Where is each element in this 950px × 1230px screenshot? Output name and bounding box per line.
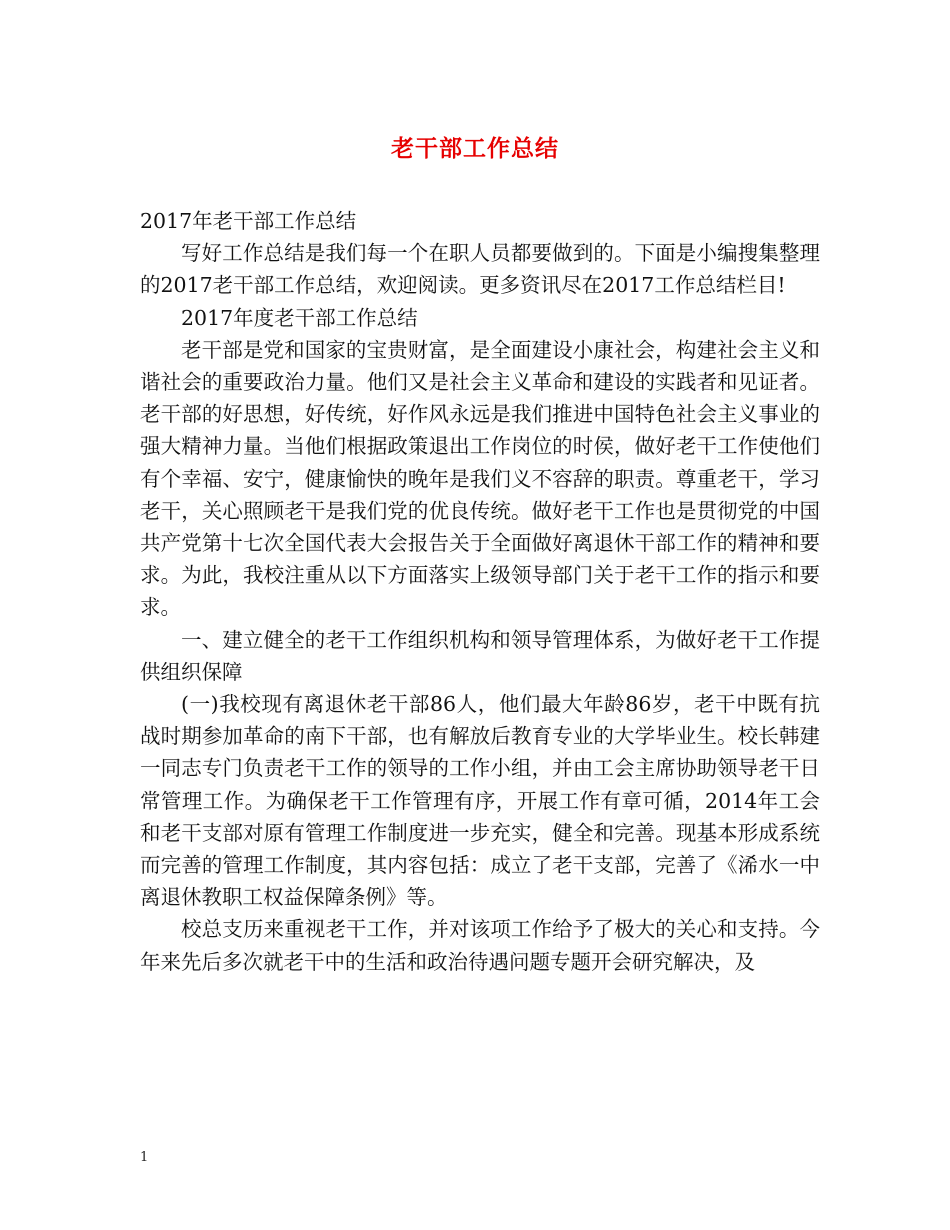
document-body [140, 205, 820, 978]
body-paragraph: (一)我校现有离退休老干部86人，他们最大年龄86岁，老干中既有抗战时期参加革命的南下干部，也有解放后教育专业的大学毕业生。校长韩建一同志专门负责老干工作的领导的工作小组，并由工会主席协助领导老干日常管理工作。为确保老干工作管理有序，开展工作有章可循，2014年工会和老干支部对原有管理工作制度进一步充实，健全和完善。现基本形成系统而完善的管理工作制度，其内容包括：成立了老干支部，完善了《浠水一中离退休教职工权益保障条例》等。 [140, 692, 820, 910]
intro-paragraph: 写好工作总结是我们每一个在职人员都要做到的。下面是小编搜集整理的2017老干部工作总结，欢迎阅读。更多资讯尽在2017工作总结栏目! [140, 241, 820, 298]
section-heading-paragraph: 2017年度老干部工作总结 [181, 305, 418, 330]
body-paragraph: 校总支历来重视老干工作，并对该项工作给予了极大的关心和支持。今年来先后多次就老干中的生活和政治待遇问题专题开会研究解决，及 [140, 917, 820, 974]
subtitle-paragraph: 2017年老干部工作总结 [140, 209, 357, 233]
document-title: 老干部工作总结 [391, 135, 559, 162]
heading-one-paragraph: 一、建立健全的老干工作组织机构和领导管理体系，为做好老干工作提供组织保障 [140, 627, 820, 684]
body-paragraph: 老干部是党和国家的宝贵财富，是全面建设小康社会，构建社会主义和谐社会的重要政治力量。他们又是社会主义革命和建设的实践者和见证者。老干部的好思想，好传统，好作风永远是我们推进中国特色社会主义事业的强大精神力量。当他们根据政策退出工作岗位的时侯，做好老干工作使他们有个幸福、安宁，健康愉快的晚年是我们义不容辞的职责。尊重老干，学习老干，关心照顾老干是我们党的优良传统。做好老干工作也是贯彻党的中国共产党第十七次全国代表大会报告关于全面做好离退休干部工作的精神和要求。为此，我校注重从以下方面落实上级领导部门关于老干工作的指示和要求。 [140, 337, 820, 620]
page-number: 1 [140, 1150, 149, 1165]
